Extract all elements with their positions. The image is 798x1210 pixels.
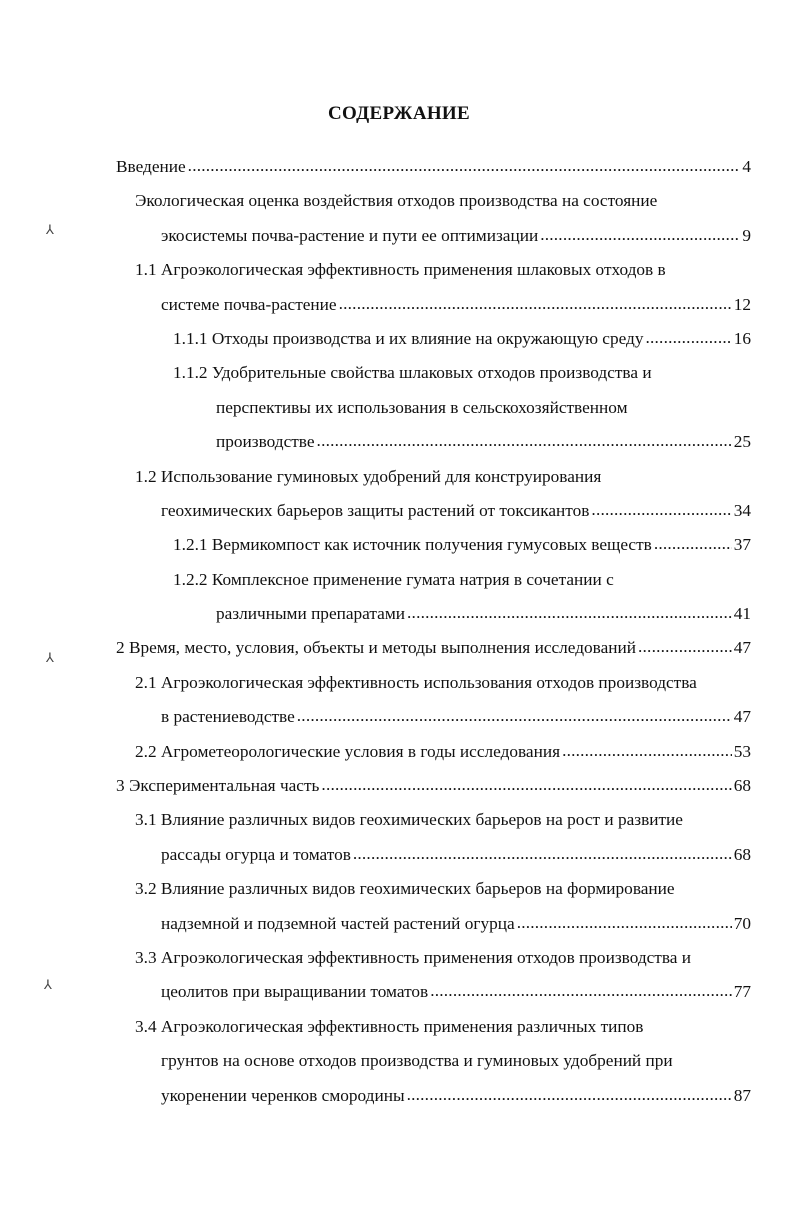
toc-entry[interactable] <box>116 769 751 803</box>
toc-leader-dots <box>654 527 732 561</box>
toc-entry[interactable] <box>116 666 751 735</box>
toc-line <box>116 391 751 425</box>
toc-entry-title: производстве <box>216 432 315 452</box>
toc-page-number: 37 <box>733 535 751 555</box>
toc-entry-title: 1.2.1 Вермикомпост как источник получения гумусовых веществ <box>173 535 652 555</box>
toc-line <box>116 253 751 287</box>
toc-leader-dots <box>562 734 732 768</box>
toc-entry[interactable] <box>116 150 751 184</box>
toc-entry[interactable] <box>116 528 751 562</box>
toc-entry-title: укоренении черенков смородины <box>161 1085 405 1105</box>
toc-line <box>116 460 751 494</box>
toc-line <box>116 356 751 390</box>
toc-line <box>116 425 751 459</box>
toc-line <box>116 288 751 322</box>
toc-line <box>116 494 751 528</box>
toc-leader-dots <box>339 287 732 321</box>
toc-line <box>116 1044 751 1078</box>
toc-entry-title: грунтов на основе отходов производства и гуминовых удобрений при <box>161 1051 673 1071</box>
toc-entry-title: 3 Экспериментальная часть <box>116 776 320 796</box>
toc-line <box>116 735 751 769</box>
toc-line <box>116 666 751 700</box>
toc-entry-title: 1.1.2 Удобрительные свойства шлаковых отходов производства и <box>173 363 652 383</box>
toc-entry-title: 3.1 Влияние различных видов геохимических барьеров на рост и развитие <box>135 810 683 830</box>
toc-entry-title: 2 Время, место, условия, объекты и методы выполнения исследований <box>116 638 637 658</box>
toc-line <box>116 907 751 941</box>
toc-entry-title: 1.1 Агроэкологическая эффективность применения шлаковых отходов в <box>135 260 666 280</box>
toc-entry[interactable] <box>116 735 751 769</box>
toc-line <box>116 769 751 803</box>
margin-mark: ⅄ <box>46 650 54 665</box>
toc-entry-title: Введение <box>116 157 186 176</box>
toc-entry-title: перспективы их использования в сельскохозяйственном <box>216 397 628 417</box>
toc-entry-title: 2.2 Агрометеорологические условия в годы исследования <box>135 741 561 761</box>
toc-line <box>116 803 751 837</box>
toc-leader-dots <box>188 149 741 183</box>
toc-entry-title: надземной и подземной частей растений огурца <box>161 913 515 933</box>
toc-entry[interactable] <box>116 563 751 632</box>
toc-line <box>116 184 751 218</box>
toc-line <box>116 563 751 597</box>
toc-entry[interactable] <box>116 460 751 529</box>
toc-leader-dots <box>297 699 732 733</box>
toc-leader-dots <box>317 424 732 458</box>
toc-entry-title: экосистемы почва-растение и пути ее оптимизации <box>161 225 539 245</box>
toc-entry[interactable] <box>116 803 751 872</box>
toc-entry-title: 1.2.2 Комплексное применение гумата натрия в сочетании с <box>173 569 614 589</box>
toc-line <box>116 1010 751 1044</box>
toc-entry-title: 3.2 Влияние различных видов геохимических барьеров на формирование <box>135 879 675 899</box>
toc-entry-title: цеолитов при выращивании томатов <box>161 982 429 1002</box>
toc-leader-dots <box>517 906 732 940</box>
toc-entry[interactable] <box>116 631 751 665</box>
toc-page-number: 4 <box>742 157 751 176</box>
margin-mark: ⅄ <box>46 222 54 237</box>
toc-leader-dots <box>638 630 732 664</box>
page-title: СОДЕРЖАНИЕ <box>328 103 470 124</box>
toc-page-number: 53 <box>733 741 751 761</box>
toc-leader-dots <box>646 321 732 355</box>
toc-leader-dots <box>591 493 731 527</box>
toc-leader-dots <box>540 218 740 252</box>
toc-leader-dots <box>407 596 732 630</box>
toc-page-number: 70 <box>733 913 751 933</box>
toc-page-number: 68 <box>733 776 751 796</box>
toc-line <box>116 975 751 1009</box>
toc-entry-title: 2.1 Агроэкологическая эффективность использования отходов производства <box>135 672 697 692</box>
toc-entry[interactable] <box>116 941 751 1010</box>
toc-line <box>116 219 751 253</box>
toc-page-number: 34 <box>733 500 751 520</box>
toc-entry[interactable] <box>116 322 751 356</box>
toc-entry-title: рассады огурца и томатов <box>161 844 351 864</box>
toc-line <box>116 528 751 562</box>
toc-page-number: 41 <box>733 604 751 624</box>
toc-entry-title: 1.1.1 Отходы производства и их влияние на окружающую среду <box>173 328 644 348</box>
toc-leader-dots <box>353 837 732 871</box>
toc-line <box>116 631 751 665</box>
margin-mark: ⅄ <box>44 977 52 992</box>
toc-page-number: 68 <box>733 844 751 864</box>
toc-line <box>116 1079 751 1113</box>
toc-page-number: 9 <box>742 225 751 245</box>
toc-entry-title: системе почва-растение <box>161 294 337 314</box>
toc-page-number: 47 <box>733 638 751 658</box>
toc-entry[interactable] <box>116 253 751 322</box>
toc-entry-title: геохимических барьеров защиты растений от токсикантов <box>161 500 590 520</box>
table-of-contents <box>116 150 751 1113</box>
toc-line <box>116 872 751 906</box>
toc-leader-dots <box>430 974 732 1008</box>
toc-page-number: 12 <box>733 294 751 314</box>
toc-page-number: 16 <box>733 328 751 348</box>
toc-entry-title: различными препаратами <box>216 604 406 624</box>
toc-entry[interactable] <box>116 1010 751 1113</box>
toc-line <box>116 597 751 631</box>
toc-entry-title: Экологическая оценка воздействия отходов производства на состояние <box>135 191 658 211</box>
toc-leader-dots <box>407 1078 732 1112</box>
toc-page-number: 25 <box>733 432 751 452</box>
toc-entry-title: 3.3 Агроэкологическая эффективность применения отходов производства и <box>135 947 692 967</box>
toc-entry-title: в растениеводстве <box>161 707 295 727</box>
toc-line <box>116 322 751 356</box>
toc-line <box>116 700 751 734</box>
toc-line <box>116 838 751 872</box>
toc-line <box>116 941 751 975</box>
toc-entry-title: 3.4 Агроэкологическая эффективность применения различных типов <box>135 1016 644 1036</box>
toc-page-number: 87 <box>733 1085 751 1105</box>
toc-entry[interactable] <box>116 872 751 941</box>
toc-entry-title: 1.2 Использование гуминовых удобрений для конструирования <box>135 466 602 486</box>
toc-leader-dots <box>321 768 731 802</box>
toc-line <box>116 150 751 184</box>
toc-page-number: 77 <box>733 982 751 1002</box>
toc-page-number: 47 <box>733 707 751 727</box>
toc-entry[interactable] <box>116 356 751 459</box>
toc-entry[interactable] <box>116 184 751 253</box>
